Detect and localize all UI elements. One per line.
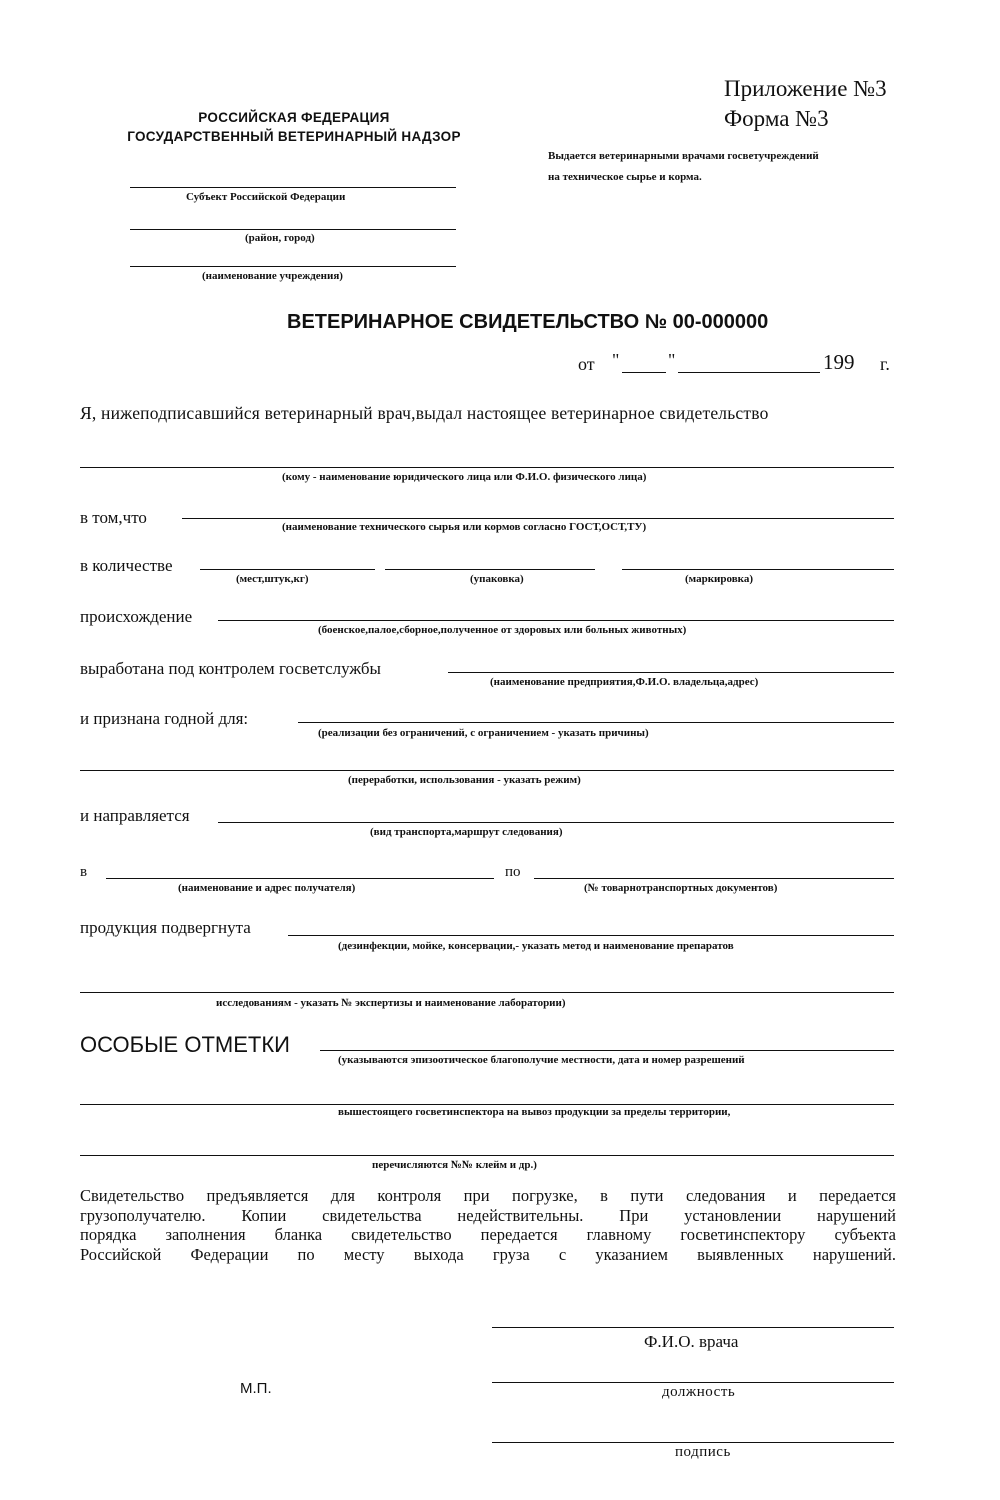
date-month-field[interactable] [678,372,820,373]
issuer-note-line1: Выдается ветеринарными врачами госветучреждений [548,150,819,162]
research-field[interactable] [80,992,894,993]
special-marks-field-1[interactable] [320,1050,894,1051]
institution-caption: (наименование учреждения) [202,270,343,282]
processing-hint: (переработки, использования - указать режим) [348,774,581,786]
fit-hint: (реализации без ограничений, с ограничением - указать причины) [318,727,649,739]
header-country: РОССИЙСКАЯ ФЕДЕРАЦИЯ [198,110,390,125]
fit-field[interactable] [298,722,894,723]
special-marks-field-3[interactable] [80,1155,894,1156]
special-marks-label: ОСОБЫЕ ОТМЕТКИ [80,1032,290,1057]
to-label: в [80,864,88,880]
directed-label: и направляется [80,806,190,825]
by-hint: (№ товарнотранспортных документов) [584,882,778,894]
date-open-quote: " [612,350,620,370]
district-line[interactable] [130,229,456,230]
form-number: Форма №3 [724,106,829,131]
quantity-label: в количестве [80,556,173,575]
appendix-number: Приложение №3 [724,76,887,101]
document-title: ВЕТЕРИНАРНОЕ СВИДЕТЕЛЬСТВО № 00-000000 [287,311,769,333]
subject-line[interactable] [130,187,456,188]
recipient-field[interactable] [80,467,894,468]
packaging-field[interactable] [385,569,595,570]
quantity-hint: (мест,штук,кг) [236,573,309,585]
footer-note-line-1: Свидетельство предъявляется для контроля при погрузке, в пути следования и передается [80,1186,896,1205]
fit-label: и признана годной для: [80,709,249,728]
by-field[interactable] [534,878,894,879]
date-day-field[interactable] [622,372,666,373]
processing-field[interactable] [80,770,894,771]
position-field[interactable] [492,1382,894,1383]
produced-field[interactable] [448,672,894,673]
that-label: в том,что [80,508,147,527]
origin-field[interactable] [218,620,894,621]
position-caption: должность [662,1384,736,1400]
date-prefix: от [578,354,595,374]
date-year: 199 [823,350,855,374]
footer-note [80,1186,896,1264]
by-label: по [505,864,521,880]
special-marks-hint-2: вышестоящего госветинспектора на вывоз продукции за пределы территории, [338,1106,731,1118]
subject-caption: Субъект Российской Федерации [186,191,346,203]
intro-text: Я, нижеподписавшийся ветеринарный врач,выдал настоящее ветеринарное свидетельство [80,403,769,423]
subjected-hint: (дезинфекции, мойке, консервации,- указать метод и наименование препаратов [338,940,734,952]
stamp-label: М.П. [240,1380,272,1397]
marking-hint: (маркировка) [685,573,753,585]
quantity-field[interactable] [200,569,375,570]
directed-field[interactable] [218,822,894,823]
special-marks-hint-1: (указываются эпизоотическое благополучие местности, дата и номер разрешений [338,1054,745,1066]
that-hint: (наименование технического сырья или кормов согласно ГОСТ,ОСТ,ТУ) [282,521,647,533]
signature-caption: подпись [675,1444,731,1460]
special-marks-field-2[interactable] [80,1104,894,1105]
produced-hint: (наименование предприятия,Ф.И.О. владельца,адрес) [490,676,759,688]
doctor-name-field[interactable] [492,1327,894,1328]
date-suffix: г. [880,354,890,374]
footer-note-line-4: Российской Федерации по месту выхода груза с указанием выявленных нарушений. [80,1244,896,1264]
packaging-hint: (упаковка) [470,573,524,585]
to-field[interactable] [106,878,494,879]
signature-field[interactable] [492,1442,894,1443]
directed-hint: (вид транспорта,маршрут следования) [370,826,563,838]
origin-hint: (боенское,палое,сборное,полученное от здоровых или больных животных) [318,624,687,636]
recipient-hint: (кому - наименование юридического лица или Ф.И.О. физического лица) [282,471,647,483]
produced-label: выработана под контролем госветслужбы [80,659,381,678]
issuer-note-line2: на техническое сырье и корма. [548,171,702,183]
doctor-name-caption: Ф.И.О. врача [644,1332,739,1351]
institution-line[interactable] [130,266,456,267]
footer-note-line-3: порядка заполнения бланка свидетельство передается главному госветинспектору субъекта [80,1225,896,1244]
research-hint: исследованиям - указать № экспертизы и наименование лаборатории) [216,997,566,1009]
marking-field[interactable] [622,569,894,570]
special-marks-hint-3: перечисляются №№ клейм и др.) [372,1159,537,1171]
district-caption: (район, город) [245,232,315,244]
to-hint: (наименование и адрес получателя) [178,882,356,894]
subjected-field[interactable] [288,935,894,936]
subjected-label: продукция подвергнута [80,918,251,937]
footer-note-line-2: грузополучателю. Копии свидетельства недействительны. При установлении нарушений [80,1205,896,1225]
that-field[interactable] [182,518,894,519]
date-close-quote: " [668,350,676,370]
origin-label: происхождение [80,607,193,626]
header-agency: ГОСУДАРСТВЕННЫЙ ВЕТЕРИНАРНЫЙ НАДЗОР [127,129,461,144]
